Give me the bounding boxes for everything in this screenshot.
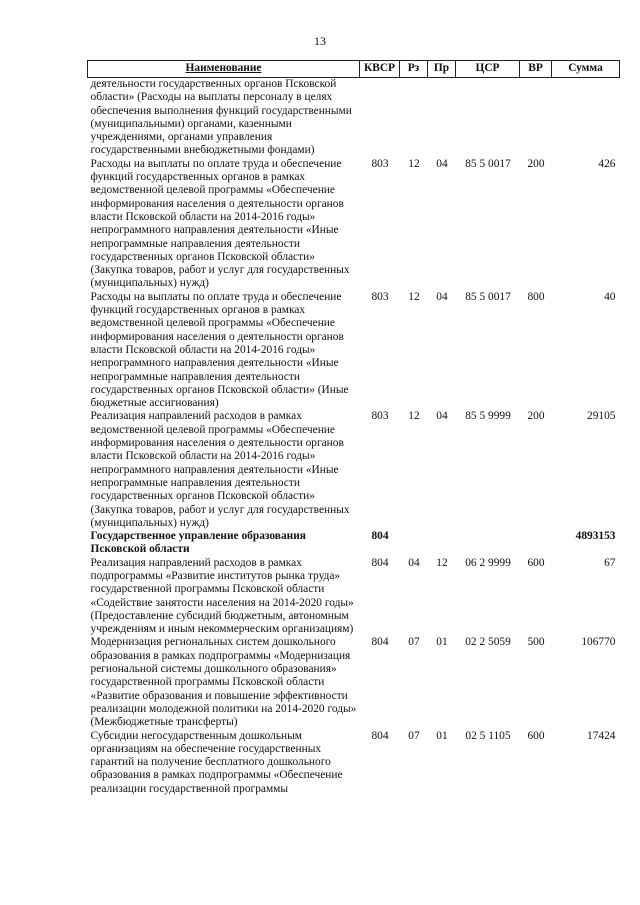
cell-vr: 500 (527, 636, 545, 649)
cell-sum: 67 (604, 556, 616, 569)
cell-name: Реализация направлений расходов в рамках подпрограммы «Развитие институтов рынка труда» государственной программы Псковской области «Содействие занятости населения на 2014-2020 годы» (Предоставление субсидий бюджетным, автономным учреждениям и иным некоммерческим организациям) (90, 556, 354, 636)
cell-sum: 17424 (587, 729, 616, 742)
cell-csr (456, 78, 520, 158)
table-header-row (88, 61, 620, 78)
cell-rz: 12 (408, 157, 420, 170)
cell-kvsr (360, 78, 400, 158)
cell-vr: 800 (527, 290, 545, 303)
cell-vr: 600 (527, 556, 545, 569)
cell-pr: 04 (436, 410, 448, 423)
cell-pr: 01 (436, 636, 448, 649)
cell-rz (400, 78, 428, 158)
table-row (88, 158, 620, 291)
cell-pr (428, 78, 456, 158)
cell-kvsr: 804 (371, 636, 389, 649)
table-row (88, 78, 620, 158)
cell-vr: 200 (527, 410, 545, 423)
cell-vr (520, 530, 552, 557)
table-row-section (88, 530, 620, 557)
cell-rz: 12 (408, 410, 420, 423)
table-row (88, 557, 620, 637)
cell-kvsr: 804 (371, 556, 389, 569)
cell-csr: 06 2 9999 (465, 556, 511, 569)
budget-table (87, 60, 620, 796)
cell-csr: 02 5 1105 (465, 729, 511, 742)
table-row (88, 291, 620, 411)
cell-sum: 106770 (581, 636, 616, 649)
cell-pr: 12 (436, 556, 448, 569)
cell-rz: 07 (408, 729, 420, 742)
cell-rz (400, 530, 428, 557)
cell-name: Модернизация региональных систем дошкольного образования в рамках подпрограммы «Модернизация региональной системы дошкольного образования» государственной программы Псковской области «Развитие образования и повышение эффективности реализации молодежной политики на 2014-2020 годы» (Межбюджетные трансферты) (90, 636, 357, 729)
cell-name: Расходы на выплаты по оплате труда и обеспечение функций государственных органов в рамках ведомственной целевой программы «Обеспечение информирования населения о деятельности органов власти Псковской области на 2014-2016 годы» непрограммного направления деятельности «Иные непрограммные направления деятельности государственных органов Псковской области» (Иные бюджетные ассигнования) (90, 290, 349, 410)
table-row (88, 410, 620, 530)
cell-csr (456, 530, 520, 557)
header-name: Наименование (88, 61, 360, 78)
cell-name: Субсидии негосударственным дошкольным организациям на обеспечение государственных гарантий на получение бесплатного дошкольного образования в рамках подпрограммы «Обеспечение реализации государственной программы (90, 729, 343, 795)
cell-rz: 12 (408, 290, 420, 303)
table-row (88, 730, 620, 796)
header-vr: ВР (520, 61, 552, 78)
cell-sum: 426 (598, 157, 616, 170)
cell-pr: 04 (436, 157, 448, 170)
cell-name: Государственное управление образования Псковской области (90, 530, 306, 556)
cell-sum (552, 78, 620, 158)
cell-rz: 04 (408, 556, 420, 569)
cell-vr: 600 (527, 729, 545, 742)
cell-pr: 04 (436, 290, 448, 303)
header-kvsr: КВСР (360, 61, 400, 78)
header-sum: Сумма (552, 61, 620, 78)
cell-vr: 200 (527, 157, 545, 170)
cell-sum: 40 (604, 290, 616, 303)
cell-pr (428, 530, 456, 557)
cell-vr (520, 78, 552, 158)
cell-rz: 07 (408, 636, 420, 649)
cell-kvsr: 803 (371, 157, 389, 170)
page-number: 13 (314, 34, 326, 48)
header-rz: Рз (400, 61, 428, 78)
cell-kvsr: 803 (371, 290, 389, 303)
cell-csr: 02 2 5059 (465, 636, 511, 649)
cell-kvsr: 804 (371, 530, 389, 543)
cell-sum: 4893153 (575, 530, 616, 543)
cell-kvsr: 803 (371, 410, 389, 423)
cell-name: Расходы на выплаты по оплате труда и обеспечение функций государственных органов в рамках ведомственной целевой программы «Обеспечение информирования населения о деятельности органов власти Псковской области на 2014-2016 годы» непрограммного направления деятельности «Иные непрограммные направления деятельности государственных органов Псковской области» (Закупка товаров, работ и услуг для государственных (муниципальных) нужд) (90, 157, 350, 290)
header-csr: ЦСР (456, 61, 520, 78)
header-pr: Пр (428, 61, 456, 78)
cell-csr: 85 5 0017 (465, 157, 511, 170)
cell-csr: 85 5 0017 (465, 290, 511, 303)
cell-name: Реализация направлений расходов в рамках ведомственной целевой программы «Обеспечение информирования населения о деятельности органов власти Псковской области на 2014-2016 годы» непрограммного направления деятельности «Иные непрограммные направления деятельности государственных органов Псковской области» (Закупка товаров, работ и услуг для государственных (муниципальных) нужд) (90, 410, 350, 529)
table-row (88, 636, 620, 729)
cell-kvsr: 804 (371, 729, 389, 742)
cell-pr: 01 (436, 729, 448, 742)
cell-csr: 85 5 9999 (465, 410, 511, 423)
cell-name: деятельности государственных органов Псковской области» (Расходы на выплаты персоналу в целях обеспечения выполнения функций государственными (муниципальными) органами, казенными учреждениями, органами управления государственными внебюджетными фондами) (90, 78, 352, 157)
cell-sum: 29105 (587, 410, 616, 423)
